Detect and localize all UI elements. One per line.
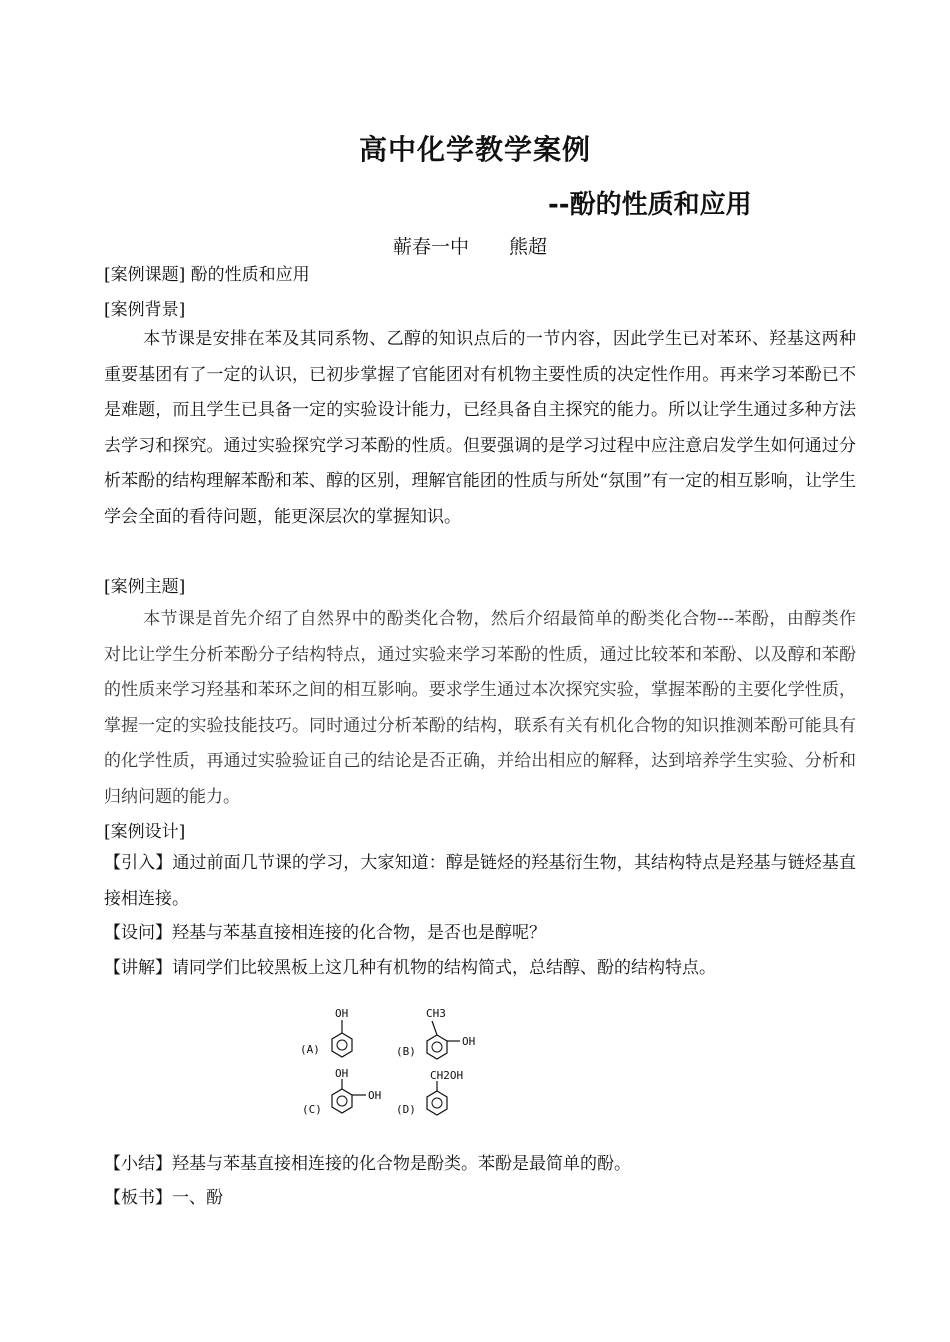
oh-c-side: OH	[368, 1089, 382, 1102]
label-d: (D)	[396, 1103, 416, 1116]
label-c: (C)	[302, 1103, 322, 1116]
theme-heading: [案例主题]	[104, 577, 186, 597]
structure-c	[302, 1067, 381, 1116]
ch3-b: CH3	[426, 1007, 446, 1020]
structure-d	[396, 1069, 463, 1116]
structure-a	[300, 1007, 352, 1057]
page-subtitle: --酚的性质和应用	[548, 190, 752, 220]
author-name: 熊超	[509, 236, 548, 258]
author-line	[393, 232, 547, 259]
board-line: 【板书】一、酚	[104, 1188, 223, 1208]
label-a: (A)	[300, 1043, 320, 1056]
topic-line: [案例课题] 酚的性质和应用	[104, 265, 310, 285]
ch2oh-d: CH2OH	[430, 1069, 464, 1082]
theme-paragraph: 本节课是首先介绍了自然界中的酚类化合物，然后介绍最简单的酚类化合物---苯酚，由醇类作对比让学生分析苯酚分子结构特点，通过实验来学习苯酚的性质，通过比较苯和苯酚、以及醇和苯酚的性质来学习羟基和苯环之间的相互影响。要求学生通过本次探究实验，掌握苯酚的主要化学性质，掌握一定的实验技能技巧。同时通过分析苯酚的结构，联系有关有机化合物的知识推测苯酚可能具有的化学性质，再通过实验验证自己的结论是否正确，并给出相应的解释，达到培养学生实验、分析和归纳问题的能力。	[104, 609, 856, 807]
background-heading: [案例背景]	[104, 300, 186, 320]
explain-line: 【讲解】请同学们比较黑板上这几种有机物的结构简式，总结醇、酚的结构特点。	[104, 958, 716, 978]
structure-formulas-figure	[296, 1003, 496, 1128]
oh-a: OH	[335, 1007, 349, 1020]
author-school: 蕲春一中	[393, 236, 470, 258]
background-paragraph: 本节课是安排在苯及其同系物、乙醇的知识点后的一节内容，因此学生已对苯环、羟基这两种重要基团有了一定的认识，已初步掌握了官能团对有机物主要性质的决定性作用。再来学习苯酚已不是难题，而且学生已具备一定的实验设计能力，已经具备自主探究的能力。所以让学生通过多种方法去学习和探究。通过实验探究学习苯酚的性质。但要强调的是学习过程中应注意启发学生如何通过分析苯酚的结构理解苯酚和苯、醇的区别，理解官能团的性质与所处“氛围”有一定的相互影响，让学生学会全面的看待问题，能更深层次的掌握知识。	[104, 329, 856, 527]
oh-c-top: OH	[335, 1067, 349, 1080]
oh-b: OH	[462, 1035, 476, 1048]
label-b: (B)	[396, 1045, 416, 1058]
design-heading: [案例设计]	[104, 822, 186, 842]
structure-b	[396, 1007, 475, 1059]
structure-diagram	[296, 1003, 496, 1128]
question-line: 【设问】羟基与苯基直接相连接的化合物，是否也是醇呢？	[104, 923, 546, 943]
summary-line: 【小结】羟基与苯基直接相连接的化合物是酚类。苯酚是最简单的酚。	[104, 1154, 631, 1174]
intro-paragraph: 【引入】通过前面几节课的学习，大家知道：醇是链烃的羟基衍生物，其结构特点是羟基与链烃基直接相连接。	[104, 853, 856, 909]
page-title: 高中化学教学案例	[358, 133, 591, 166]
